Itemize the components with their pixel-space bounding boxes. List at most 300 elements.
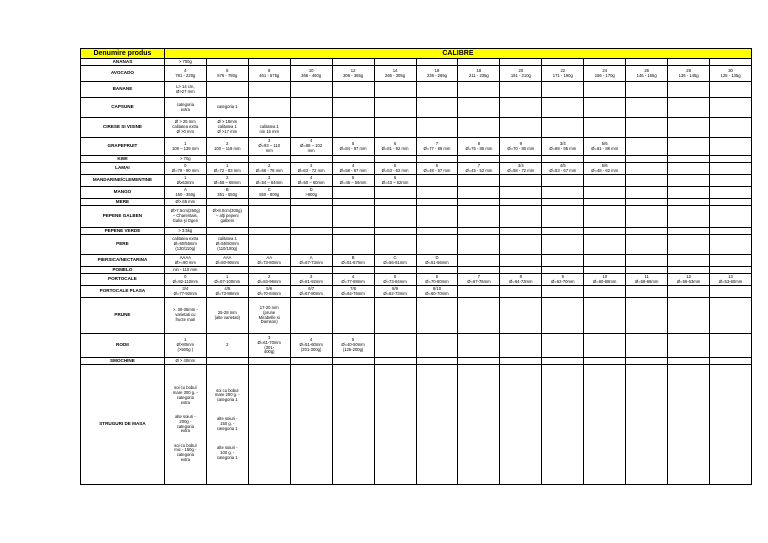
calibre-cell: 8/9 Ø=62-73mm — [374, 286, 416, 298]
product-name: PIERSICA/NECTARINA — [81, 255, 165, 267]
calibre-cell — [584, 206, 626, 228]
calibre-cell — [710, 59, 752, 66]
calibre-cell — [584, 118, 626, 138]
calibre-cell — [542, 358, 584, 365]
calibre-cell: 2 Ø=58 – 69mm — [206, 175, 248, 187]
calibre-cell — [248, 235, 290, 255]
calibre-cell — [584, 199, 626, 206]
calibre-cell — [290, 228, 332, 235]
calibre-cell — [668, 235, 710, 255]
calibre-cell: 7 Ø=77 - 89 mm — [416, 138, 458, 156]
calibre-cell: 6 Ø=81 - 92 mm — [374, 138, 416, 156]
product-name: SMOCHINE — [81, 358, 165, 365]
calibre-cell — [668, 138, 710, 156]
table-row — [81, 298, 752, 334]
calibre-cell: 2 Ø=84-96mm — [248, 274, 290, 286]
calibre-cell: 6 Ø=70-80mm — [416, 274, 458, 286]
calibre-cell — [500, 59, 542, 66]
calibre-cell — [584, 286, 626, 298]
calibre-cell — [668, 175, 710, 187]
calibre-cell — [248, 156, 290, 163]
calibre-cell — [458, 59, 500, 66]
calibre-cell — [542, 228, 584, 235]
calibre-cell: 5/6 Ø=48 - 62 mm — [584, 163, 626, 175]
calibre-cell — [710, 156, 752, 163]
calibre-cell — [374, 358, 416, 365]
calibre-cell: Ø > 40mm — [164, 358, 206, 365]
calibre-cell — [332, 118, 374, 138]
calibre-cell — [668, 286, 710, 298]
calibre-cell: 28 136 - 145g — [668, 66, 710, 82]
calibre-cell — [584, 175, 626, 187]
table-row — [81, 206, 752, 228]
calibre-cell — [458, 365, 500, 485]
calibre-cell — [206, 358, 248, 365]
calibre-cell: Ø>7.5cm(250g) – Charentais, Galia şi Ogen — [164, 206, 206, 228]
table-row — [81, 98, 752, 118]
calibre-cell — [374, 206, 416, 228]
calibre-cell — [584, 235, 626, 255]
calibre-cell — [542, 118, 584, 138]
product-name: BANANE — [81, 82, 165, 98]
calibre-cell — [584, 228, 626, 235]
calibre-cell — [458, 235, 500, 255]
calibre-cell — [458, 199, 500, 206]
calibre-cell — [500, 206, 542, 228]
calibre-cell — [584, 358, 626, 365]
calibre-cell: C 550 - 800g — [248, 187, 290, 199]
calibre-cell: 3 Ø=93 – 110 mm — [248, 138, 290, 156]
calibre-cell: 4 Ø=51-60mm (201-300g) — [290, 334, 332, 358]
calibre-cell — [374, 228, 416, 235]
calibre-cell: 16 236 - 265g — [416, 66, 458, 82]
table-row — [81, 118, 752, 138]
calibre-cell: 5 Ø=84 - 97 mm — [332, 138, 374, 156]
table-row — [81, 66, 752, 82]
calibre-cell: 4/5 Ø=73-88mm — [206, 286, 248, 298]
calibre-cell — [248, 98, 290, 118]
calibre-cell: 11 Ø=58-66mm — [626, 274, 668, 286]
calibre-cell: 2 Ø=68 - 78 mm — [248, 163, 290, 175]
calibre-cell — [710, 235, 752, 255]
calibre-cell — [500, 267, 542, 274]
calibre-cell: 4 Ø=50 – 60mm — [290, 175, 332, 187]
calibre-cell: 18 211 - 235g — [458, 66, 500, 82]
calibre-cell — [626, 118, 668, 138]
calibre-cell — [668, 118, 710, 138]
product-name: RODII — [81, 334, 165, 358]
calibre-cell — [710, 199, 752, 206]
calibre-cell: 1 Ø≥63mm — [164, 175, 206, 187]
calibre-cell: calitatea 1 nin 15 mm — [248, 118, 290, 138]
calibre-cell: 22 171 - 190g — [542, 66, 584, 82]
calibre-cell — [332, 98, 374, 118]
product-name: PERE — [81, 235, 165, 255]
table-row — [81, 59, 752, 66]
calibre-cell — [584, 59, 626, 66]
table-row — [81, 235, 752, 255]
product-name: STRUGURI DE MASA — [81, 365, 165, 485]
calibre-cell: 3/4 Ø=77-92mm — [164, 286, 206, 298]
calibre-cell: 25-28 mm (alte varietati) — [206, 298, 248, 334]
calibre-cell — [332, 59, 374, 66]
calibre-cell — [626, 156, 668, 163]
table-row — [81, 199, 752, 206]
calibre-cell: 4 781 - 220g — [164, 66, 206, 82]
calibre-cell: 5/6 Ø=81 - 88 mm — [584, 138, 626, 156]
calibre-cell — [500, 235, 542, 255]
calibre-cell: 9 Ø=70 - 80 mm — [500, 138, 542, 156]
calibre-cell — [668, 156, 710, 163]
calibre-cell — [500, 365, 542, 485]
calibre-cell — [542, 206, 584, 228]
calibre-cell — [416, 358, 458, 365]
calibre-cell: 5 Ø=46 – 56mm — [332, 175, 374, 187]
calibre-cell: soi cu bobul mare 300 g. - categoria extra alte soiuri - 200g - categoria extra soi cu bobul mic - 150g - categoria extra — [164, 365, 206, 485]
calibre-cell — [458, 118, 500, 138]
calibre-cell — [710, 298, 752, 334]
calibre-cell — [668, 163, 710, 175]
calibre-cell — [290, 235, 332, 255]
calibre-cell — [332, 365, 374, 485]
calibre-cell — [374, 82, 416, 98]
product-name: POMELO — [81, 267, 165, 274]
calibre-cell — [416, 82, 458, 98]
calibre-cell: 20 191 - 210g — [500, 66, 542, 82]
calibre-cell: 3/4 Ø=58 - 72 mm — [500, 163, 542, 175]
table-row — [81, 82, 752, 98]
calibre-cell — [710, 228, 752, 235]
calibre-cell — [374, 199, 416, 206]
table-row — [81, 156, 752, 163]
calibre-cell — [626, 334, 668, 358]
calibre-cell — [710, 118, 752, 138]
calibre-cell — [416, 156, 458, 163]
calibre-cell — [416, 365, 458, 485]
calibre-cell — [542, 82, 584, 98]
product-name: PEPENE VERDE — [81, 228, 165, 235]
calibre-cell: 26 146 - 155g — [626, 66, 668, 82]
calibre-cell: D Ø=51-56mm — [416, 255, 458, 267]
calibre-cell: 3 Ø=61-70mm (301- 400g) — [248, 334, 290, 358]
calibre-cell — [290, 82, 332, 98]
calibre-cell — [710, 175, 752, 187]
calibre-cell: categoria 1 — [206, 98, 248, 118]
calibre-cell — [626, 267, 668, 274]
table-row — [81, 138, 752, 156]
calibre-cell — [290, 118, 332, 138]
calibre-cell — [206, 228, 248, 235]
calibre-cell: 3/4 Ø=88 - 95 mm — [542, 138, 584, 156]
calibre-cell — [248, 206, 290, 228]
calibre-cell — [290, 59, 332, 66]
calibre-cell — [332, 358, 374, 365]
calibre-cell — [458, 206, 500, 228]
calibre-cell: 1 Ø=87-100mm — [206, 274, 248, 286]
calibre-cell: D >800g — [290, 187, 332, 199]
calibre-cell: 8 461 - 575g — [248, 66, 290, 82]
calibre-cell — [374, 156, 416, 163]
calibre-cell — [332, 228, 374, 235]
calibre-cell — [374, 365, 416, 485]
table-row — [81, 274, 752, 286]
calibre-cell — [332, 267, 374, 274]
calibre-cell — [416, 206, 458, 228]
calibre-cell — [626, 206, 668, 228]
calibre-cell: 5/6 Ø=70-84mm — [248, 286, 290, 298]
calibre-cell — [458, 175, 500, 187]
calibre-cell: 6 576 - 780g — [206, 66, 248, 82]
calibre-cell — [206, 59, 248, 66]
calibre-cell: 0 Ø=92-110mm — [164, 274, 206, 286]
product-name: PEPENE GALBEN — [81, 206, 165, 228]
calibre-cell — [416, 298, 458, 334]
calibre-cell — [710, 255, 752, 267]
product-name: KIWI — [81, 156, 165, 163]
calibre-cell: nin - 110 mm — [164, 267, 206, 274]
calibre-cell — [710, 286, 752, 298]
calibre-cell — [458, 267, 500, 274]
calibre-cell — [542, 199, 584, 206]
calibre-cell — [332, 298, 374, 334]
calibre-cell — [248, 199, 290, 206]
calibre-cell — [542, 98, 584, 118]
calibre-cell: 3 Ø=81-92mm — [290, 274, 332, 286]
calibre-cell — [668, 187, 710, 199]
calibre-cell — [500, 298, 542, 334]
table-row — [81, 267, 752, 274]
calibre-cell — [542, 187, 584, 199]
calibre-cell — [374, 59, 416, 66]
calibre-cell: 12 Ø=56-63mm — [668, 274, 710, 286]
calibre-cell — [584, 334, 626, 358]
calibre-cell: soi cu bobul mare 200 g. - categoria 1 alte soiuri - 150 g. - categoria 1 alte soiuri - 100 g. - categoria 1 — [206, 365, 248, 485]
calibre-cell — [626, 138, 668, 156]
calibre-cell: AA Ø=73-80mm — [248, 255, 290, 267]
calibre-cell — [626, 298, 668, 334]
table-row — [81, 255, 752, 267]
calibre-cell — [374, 267, 416, 274]
calibre-cell — [332, 187, 374, 199]
calibre-cell — [500, 118, 542, 138]
calibre-cell: B Ø=61-67mm — [332, 255, 374, 267]
calibre-cell — [626, 286, 668, 298]
table-row — [81, 228, 752, 235]
header-product: Denumire produs — [81, 49, 165, 59]
calibre-cell — [248, 82, 290, 98]
calibre-cell — [290, 156, 332, 163]
calibre-cell: 2 100 – 119 mm — [206, 138, 248, 156]
calibre-cell: 14 266 - 305g — [374, 66, 416, 82]
calibre-cell — [584, 255, 626, 267]
calibre-cell — [290, 267, 332, 274]
calibre-cell — [668, 334, 710, 358]
calibre-cell: 7 Ø=45 - 52 mm — [458, 163, 500, 175]
calibre-cell: 5 Ø=40-50mm (125-200g) — [332, 334, 374, 358]
calibre-cell — [710, 98, 752, 118]
calibre-cell — [542, 235, 584, 255]
calibre-cell: 8 Ø=75 - 85 mm — [458, 138, 500, 156]
calibre-cell: 6/7 Ø=67-80mm — [290, 286, 332, 298]
calibre-cell — [416, 334, 458, 358]
calibre-cell — [458, 286, 500, 298]
calibre-cell — [290, 206, 332, 228]
calibre-cell — [500, 334, 542, 358]
calibre-cell: A Ø=67-73mm — [290, 255, 332, 267]
calibre-cell: calitatea 1 Ø=55/50mm (110/100g) — [206, 235, 248, 255]
calibre-cell — [542, 298, 584, 334]
calibre-cell — [584, 365, 626, 485]
calibre-cell — [290, 298, 332, 334]
calibre-cell — [500, 228, 542, 235]
table-row — [81, 163, 752, 175]
table-row — [81, 175, 752, 187]
calibre-cell: 4 Ø=58 - 67 mm — [332, 163, 374, 175]
calibre-cell: 10 Ø=60-68mm — [584, 274, 626, 286]
calibre-cell — [458, 228, 500, 235]
calibre-cell: 4 Ø=88 – 102 mm — [290, 138, 332, 156]
product-name: CIRESE SI VISINE — [81, 118, 165, 138]
calibre-cell — [626, 358, 668, 365]
calibre-cell: 7/8 Ø=64-76mm — [332, 286, 374, 298]
calibre-cell — [416, 187, 458, 199]
calibre-cell — [710, 365, 752, 485]
calibre-cell — [416, 228, 458, 235]
calibre-cell — [332, 235, 374, 255]
calibre-cell — [458, 255, 500, 267]
calibre-cell — [458, 187, 500, 199]
calibre-cell — [416, 267, 458, 274]
calibre-cell — [206, 267, 248, 274]
calibre-cell — [584, 156, 626, 163]
calibre-cell: 5 Ø=53 - 62 mm — [374, 163, 416, 175]
calibre-cell — [626, 255, 668, 267]
calibre-cell — [710, 206, 752, 228]
calibre-cell — [542, 59, 584, 66]
calibre-cell: Ø>.65 mm — [164, 199, 206, 206]
calibre-cell: 0 Ø=79 - 90 mm — [164, 163, 206, 175]
calibre-cell — [500, 358, 542, 365]
calibre-cell — [374, 298, 416, 334]
calibre-cell: 6 Ø=48 - 57 mm — [416, 163, 458, 175]
calibre-cell — [458, 82, 500, 98]
calibre-cell — [626, 82, 668, 98]
calibre-cell — [500, 175, 542, 187]
calibre-cell: 12 306 - 365g — [332, 66, 374, 82]
calibre-cell — [332, 199, 374, 206]
calibre-cell: calitatea extra Ø=60/55mm (130/110g) — [164, 235, 206, 255]
calibre-cell — [668, 365, 710, 485]
calibre-cell: C Ø=56-61mm — [374, 255, 416, 267]
table-row — [81, 358, 752, 365]
product-name: AVOCADO — [81, 66, 165, 82]
calibre-cell — [500, 255, 542, 267]
table-row — [81, 334, 752, 358]
calibre-cell — [626, 187, 668, 199]
calibre-cell — [500, 286, 542, 298]
calibre-cell: categoria extra — [164, 98, 206, 118]
table-row — [81, 286, 752, 298]
calibre-cell: L> 14 cm, Ø>27 mm — [164, 82, 206, 98]
calibre-cell — [332, 206, 374, 228]
calibre-cell — [206, 82, 248, 98]
calibre-cell — [458, 156, 500, 163]
calibre-cell: Ø>8.0cm(300g) – alţi pepeni galbeni — [206, 206, 248, 228]
product-name: ANANAS — [81, 59, 165, 66]
calibre-cell — [542, 286, 584, 298]
calibre-cell — [290, 98, 332, 118]
calibre-cell — [500, 199, 542, 206]
calibre-cell — [500, 82, 542, 98]
calibre-cell — [458, 298, 500, 334]
calibre-cell — [668, 206, 710, 228]
calibre-cell — [290, 199, 332, 206]
calibre-cell — [542, 156, 584, 163]
calibre-cell: Ø > 18mm calitatea 1 Ø >17 mm — [206, 118, 248, 138]
header-calibre: CALIBRE — [164, 49, 751, 59]
calibre-cell — [710, 138, 752, 156]
calibre-cell — [374, 118, 416, 138]
calibre-cell — [710, 82, 752, 98]
calibre-cell — [374, 187, 416, 199]
calibre-cell — [416, 118, 458, 138]
calibre-cell — [584, 298, 626, 334]
calibre-cell: Ø > 25 mm calitatea extra Ø >0 mm — [164, 118, 206, 138]
calibre-cell: 1 109 – 139 mm — [164, 138, 206, 156]
calibre-cell — [248, 228, 290, 235]
calibre-cell: > 3.5kg — [164, 228, 206, 235]
calibre-cell — [248, 59, 290, 66]
calibre-cell — [584, 187, 626, 199]
calibre-cell: 9 Ø=62-70mm — [542, 274, 584, 286]
calibre-cell — [626, 163, 668, 175]
calibre-cell — [374, 334, 416, 358]
calibre-cell — [458, 334, 500, 358]
calibre-cell — [206, 156, 248, 163]
calibre-cell — [416, 175, 458, 187]
calibre-cell — [584, 98, 626, 118]
header-row — [81, 49, 752, 59]
calibre-cell — [626, 228, 668, 235]
calibre-cell — [416, 98, 458, 118]
calibre-cell — [626, 235, 668, 255]
calibre-cell: 10 366 - 460g — [290, 66, 332, 82]
calibre-cell — [248, 358, 290, 365]
calibre-cell — [374, 235, 416, 255]
product-name: CAPSUNE — [81, 98, 165, 118]
calibre-cell — [668, 199, 710, 206]
calibre-cell — [500, 156, 542, 163]
calibre-cell: AAAA Ø>=90 mm — [164, 255, 206, 267]
product-name: PRUNE — [81, 298, 165, 334]
calibre-cell — [584, 267, 626, 274]
calibre-cell — [542, 267, 584, 274]
calibre-cell: B 351 - 550g — [206, 187, 248, 199]
calibre-cell — [416, 235, 458, 255]
calibre-cell — [626, 365, 668, 485]
calibre-cell: > 700g — [164, 59, 206, 66]
calibre-table — [80, 48, 752, 485]
calibre-cell — [668, 98, 710, 118]
calibre-cell — [416, 59, 458, 66]
calibre-cell — [584, 82, 626, 98]
calibre-cell: 9/10 Ø=60-70mm — [416, 286, 458, 298]
calibre-cell — [542, 334, 584, 358]
product-name: PORTOCALE — [81, 274, 165, 286]
calibre-cell — [416, 199, 458, 206]
calibre-cell — [710, 267, 752, 274]
calibre-cell — [710, 334, 752, 358]
